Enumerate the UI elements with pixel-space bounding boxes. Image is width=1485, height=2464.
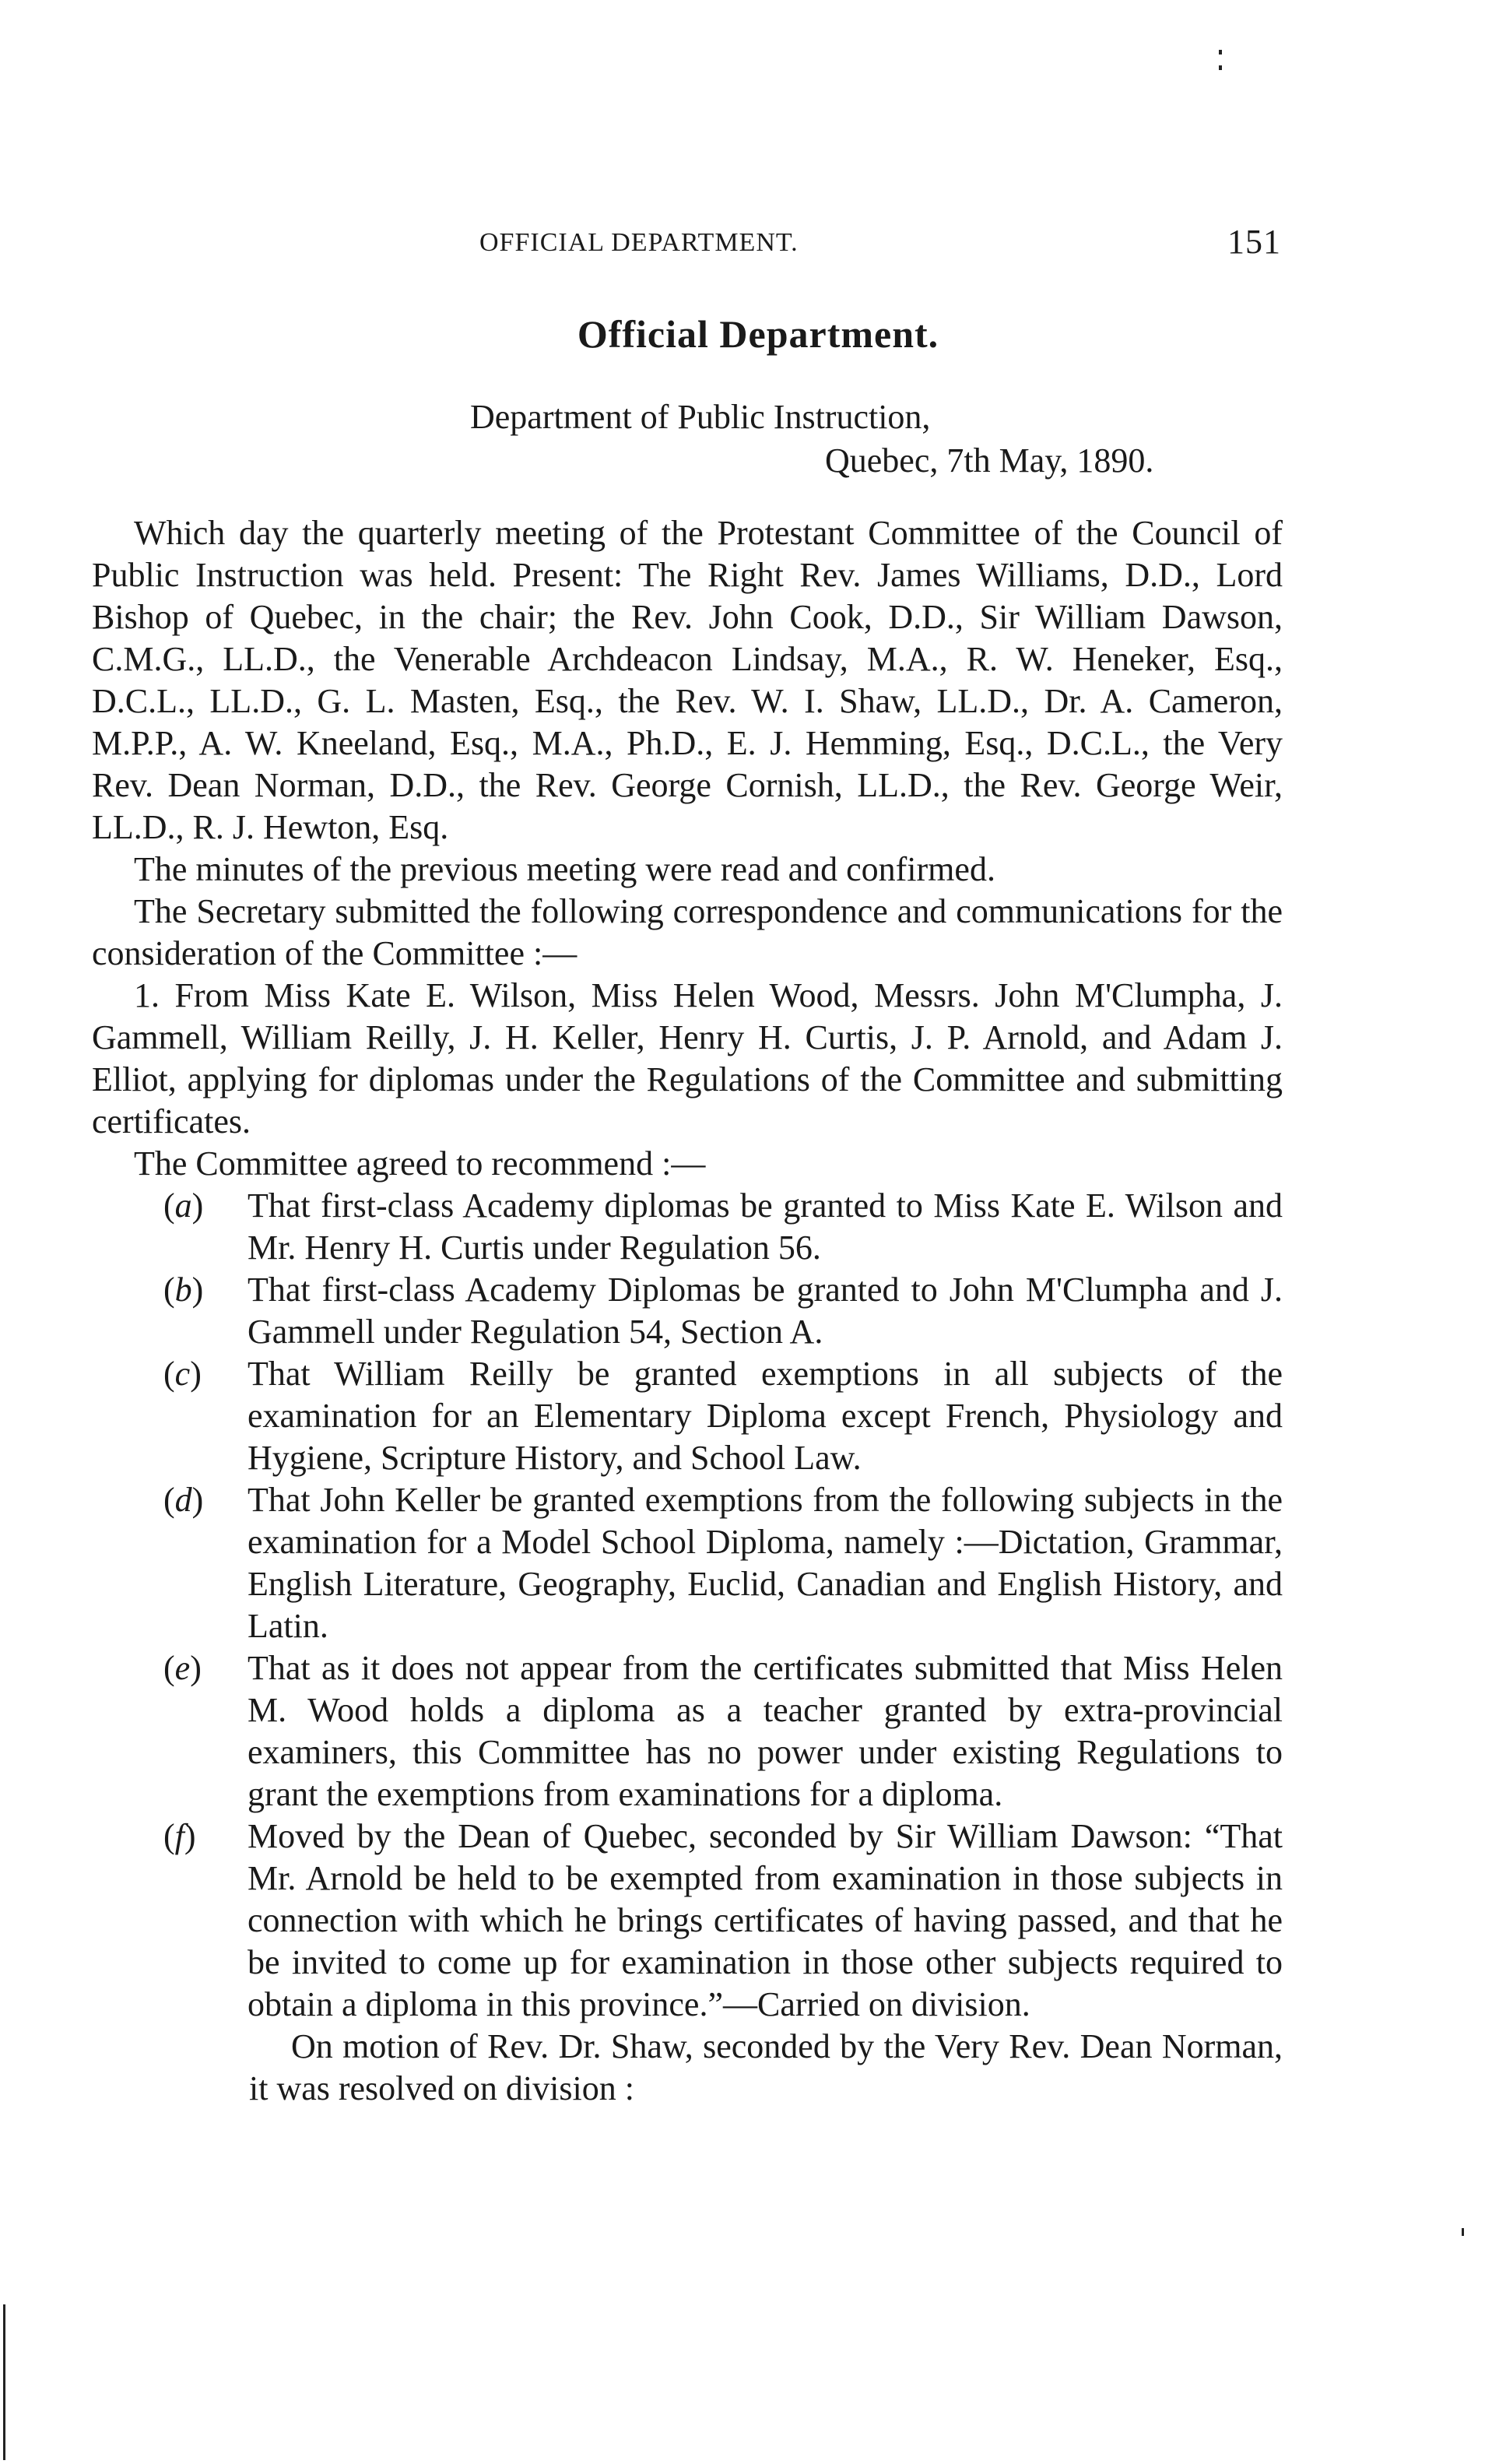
scan-speck: [1219, 65, 1222, 70]
list-item: [92, 1269, 1283, 1353]
scan-edge-line: [3, 2304, 5, 2460]
dateline-place-date: Quebec, 7th May, 1890.: [825, 441, 1154, 480]
page-number: 151: [1227, 223, 1281, 261]
scan-speck: [1462, 2228, 1464, 2236]
item-marker: (b): [163, 1271, 204, 1309]
list-item: [92, 1353, 1283, 1479]
list-item: [92, 1815, 1283, 2026]
running-header: [479, 222, 1281, 269]
running-title: OFFICIAL DEPARTMENT.: [479, 228, 799, 257]
item-marker: (f): [163, 1817, 196, 1855]
paragraph-attendance: Which day the quarterly meeting of the Protestant Committee of the Council of Public Instruction was held. Present: The Right Rev. James Williams, D.D., Lord Bishop of Quebec, in the chair; the Rev. John Cook, D.D., Sir William Dawson, C.M.G., LL.D., the Venerable Archdeacon Lindsay, M.A., R. W. Heneker, Esq., D.C.L., LL.D., G. L. Masten, Esq., the Rev. W. I. Shaw, LL.D., Dr. A. Cameron, M.P.P., A. W. Kneeland, Esq., M.A., Ph.D., E. J. Hemming, Esq., D.C.L., the Very Rev. Dean Norman, D.D., the Rev. George Cornish, LL.D., the Rev. George Weir, LL.D., R. J. Hewton, Esq.: [92, 514, 1283, 846]
list-item: [92, 1479, 1283, 1647]
item-marker: (e): [163, 1649, 202, 1687]
item-marker: (c): [163, 1355, 202, 1393]
item-text: That William Reilly be granted exemptions in all subjects of the examination for an Elementary Diploma except French, Physiology and Hygiene, Scripture History, and School Law.: [248, 1355, 1283, 1477]
scan-speck: [1219, 50, 1222, 54]
section-title: Official Department.: [577, 312, 939, 356]
list-item: [92, 1185, 1283, 1269]
paragraph-recommend-intro: The Committee agreed to recommend :—: [134, 1144, 706, 1183]
item-marker: (d): [163, 1481, 204, 1519]
item-text: Moved by the Dean of Quebec, seconded by Sir William Dawson: “That Mr. Arnold be held to be exempted from examination in those subjects in connection with which he brings certificates of having passed, and that he be invited to come up for examination in those other subjects required to obtain a diploma in this province.”—Carried on division.: [248, 1817, 1283, 2023]
recommendation-list: [92, 1185, 1283, 2026]
body-text: [92, 512, 1283, 2110]
paragraph-closing: On motion of Rev. Dr. Shaw, seconded by the Very Rev. Dean Norman, it was resolved on division :: [249, 2027, 1283, 2107]
item-marker: (a): [163, 1186, 204, 1225]
item-text: That John Keller be granted exemptions from the following subjects in the examination for a Model School Diploma, namely :—Dictation, Grammar, English Literature, Geography, Euclid, Canadian and English History, and Latin.: [248, 1481, 1283, 1645]
item-text: That first-class Academy Diplomas be granted to John M'Clumpha and J. Gammell under Regulation 54, Section A.: [248, 1271, 1283, 1351]
paragraph-correspondence: The Secretary submitted the following correspondence and communications for the consideration of the Committee :—: [92, 892, 1283, 972]
paragraph-minutes: The minutes of the previous meeting were read and confirmed.: [134, 850, 995, 888]
dateline-department: Department of Public Instruction,: [470, 398, 931, 436]
item-text: That as it does not appear from the certificates submitted that Miss Helen M. Wood holds a diploma as a teacher granted by extra-provincial examiners, this Committee has no power under existing Regulations to grant the exemptions from examinations for a diploma.: [248, 1649, 1283, 1813]
paragraph-applications: 1. From Miss Kate E. Wilson, Miss Helen Wood, Messrs. John M'Clumpha, J. Gammell, William Reilly, J. H. Keller, Henry H. Curtis, J. P. Arnold, and Adam J. Elliot, applying for diplomas under the Regulations of the Committee and submitting certificates.: [92, 976, 1283, 1141]
list-item: [92, 1647, 1283, 1815]
item-text: That first-class Academy diplomas be granted to Miss Kate E. Wilson and Mr. Henry H. Curtis under Regulation 56.: [248, 1186, 1283, 1267]
